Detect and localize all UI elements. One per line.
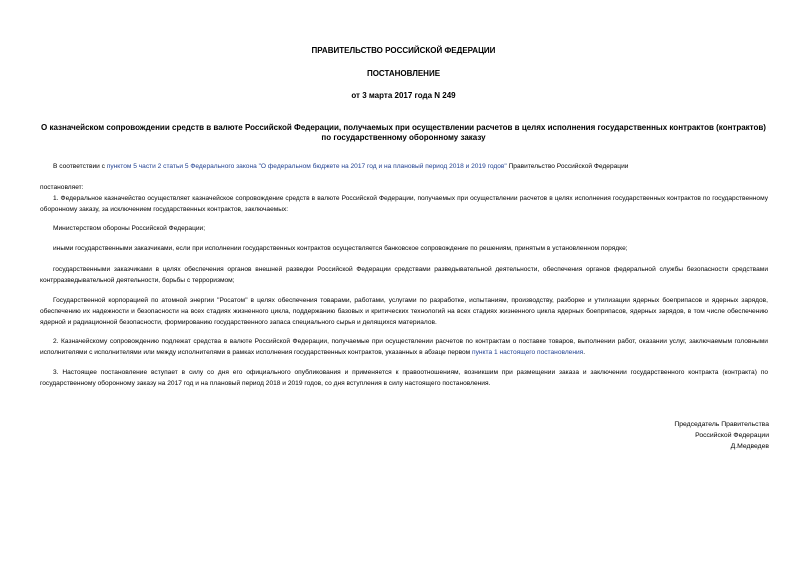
paragraph-1-item-intelligence: государственными заказчиками в целях обеспечения органов внешней разведки Российской Федерации средствами разведывательной деятельности, обеспечения органов федеральной службы безопасности средствами контрразведывательной деятельности, борьбы с терроризмом; — [40, 266, 768, 284]
point-1-link[interactable]: пункта 1 настоящего постановления — [472, 349, 584, 356]
federal-law-link[interactable]: пунктом 5 части 2 статьи 5 Федерального закона "О федеральном бюджете на 2017 год и на плановый период 2018 и 2019 годов" — [106, 163, 507, 170]
paragraph-3: 3. Настоящее постановление вступает в силу со дня его официального опубликования и применяется к правоотношениям, возникшим при размещении заказа и заключении государственного контракта (контракта) по государственному оборонному заказу на 2017 год и на плановый период 2018 и 2019 годов, со дня вступления в силу настоящего постановления. — [40, 369, 768, 387]
paragraph-1-item-ministry: Министерством обороны Российской Федерации; — [53, 225, 206, 232]
paragraph-2-text: 2. Казначейскому сопровождению подлежат средства в валюте Российской Федерации, получаемые при осуществлении расчетов по контрактам о поставке товаров, выполнении работ, оказании услуг, заключаемым головными исполнителями с исполнителями или между исполнителями в рамках исполнения государственных контрактов, указанных в абзаце первом — [40, 338, 768, 356]
document-type-heading: ПОСТАНОВЛЕНИЕ — [366, 69, 441, 78]
paragraph-2 — [40, 336, 768, 358]
signature-position: Председатель Правительства — [674, 421, 769, 428]
preamble-text-after: Правительство Российской Федерации — [506, 163, 629, 170]
decree-word: постановляет: — [40, 184, 84, 191]
document-title: О казначейском сопровождении средств в валюте Российской Федерации, получаемых при осуществлении расчетов в целях исполнения государственных контрактов (контрактов) по государственному оборонному заказу — [41, 123, 766, 142]
signature-block — [674, 419, 769, 452]
government-heading: ПРАВИТЕЛЬСТВО РОССИЙСКОЙ ФЕДЕРАЦИИ — [311, 46, 496, 55]
preamble-paragraph — [40, 161, 768, 172]
paragraph-1: 1. Федеральное казначейство осуществляет казначейское сопровождение средств в валюте Российской Федерации, получаемых при осуществлении расчетов в целях исполнения государственных контрактов по государственному оборонному заказу, за исключением государственных контрактов, заключаемых: — [40, 195, 768, 213]
paragraph-1-item-rosatom: Государственной корпорацией по атомной энергии "Росатом" в целях обеспечения товарами, работами, услугами по разработке, испытаниям, производству, разборке и утилизации ядерных боеприпасов и ядерных зарядов, обеспечению их надежности и безопасности на всех стадиях жизненного цикла, поддержанию базовых и критических технологий на всех стадиях жизненного цикла ядерных боеприпасов, ядерных зарядов, в том числе обеспечению ядерной и радиационной безопасности, формированию государственного запаса специального сырья и делящихся материалов. — [40, 297, 768, 326]
paragraph-2-end: . — [583, 349, 586, 356]
signature-organization: Российской Федерации — [695, 432, 769, 439]
preamble-text-before: В соответствии с — [53, 163, 107, 170]
paragraph-1-item-other-customers: иными государственными заказчиками, если при исполнении государственных контрактов осуществляется банковское сопровождение по решениям, принятым в установленном порядке; — [53, 245, 628, 252]
signature-name: Д.Медведев — [730, 443, 769, 450]
date-number-heading: от 3 марта 2017 года N 249 — [351, 91, 456, 100]
